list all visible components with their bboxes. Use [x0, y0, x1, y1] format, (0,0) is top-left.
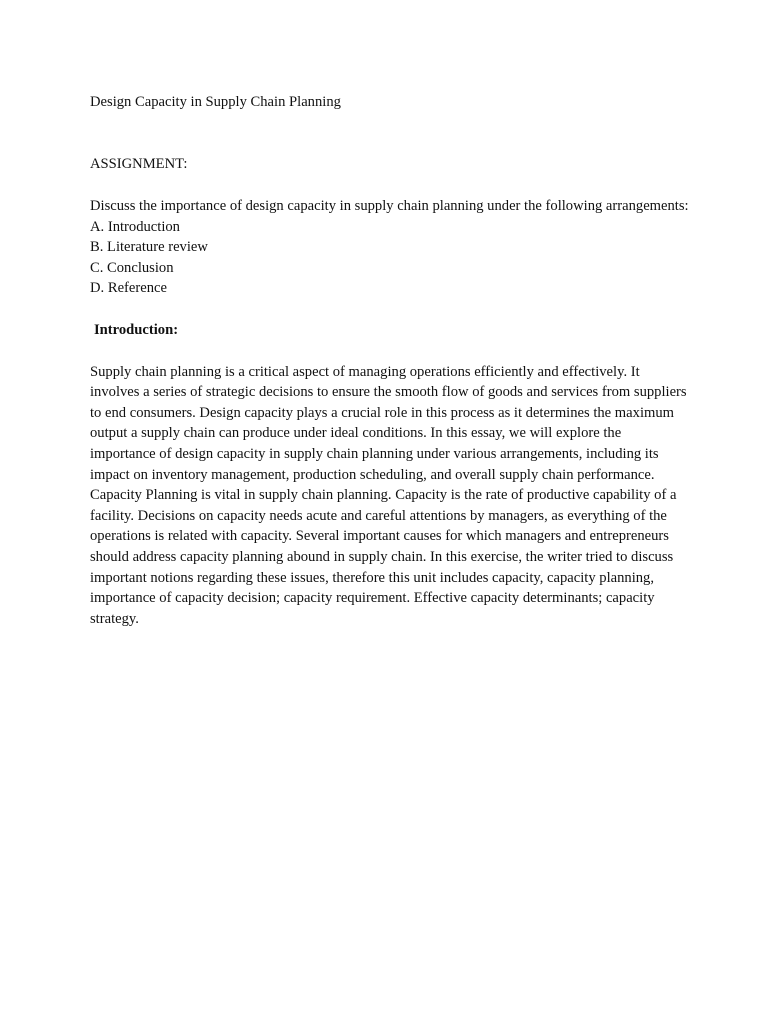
list-item-reference: D. Reference	[90, 280, 167, 297]
assignment-task	[90, 196, 690, 299]
task-text: Discuss the importance of design capacity in supply chain planning under the following arrangements:	[90, 198, 689, 214]
list-item-literature-review: B. Literature review	[90, 239, 208, 256]
paragraph-capacity-planning: Capacity Planning is vital in supply chain planning. Capacity is the rate of productive capability of a facility. Decisions on capacity needs acute and careful attentions by managers, as everything of the operations is related with capacity. Several important causes for which managers and entrepreneurs should address capacity planning abound in supply chain. In this exercise, the writer tried to discuss important notions regarding these issues, therefore this unit includes capacity, capacity planning, importance of capacity decision; capacity requirement. Effective capacity determinants; capacity strategy.	[90, 487, 677, 627]
introduction-heading: Introduction:	[94, 321, 179, 338]
document-page	[90, 92, 690, 629]
assignment-label: ASSIGNMENT:	[90, 156, 188, 172]
list-item-conclusion: C. Conclusion	[90, 259, 174, 276]
paragraph-supply-chain-planning: Supply chain planning is a critical aspect of managing operations efficiently and effectively. It involves a series of strategic decisions to ensure the smooth flow of goods and services from suppliers to end consumers. Design capacity plays a crucial role in this process as it determines the maximum output a supply chain can produce under ideal conditions. In this essay, we will explore the importance of design capacity in supply chain planning under various arrangements, including its impact on inventory management, production scheduling, and overall supply chain performance.	[90, 363, 687, 483]
list-item-introduction: A. Introduction	[90, 218, 180, 235]
document-title: Design Capacity in Supply Chain Planning	[90, 94, 341, 110]
